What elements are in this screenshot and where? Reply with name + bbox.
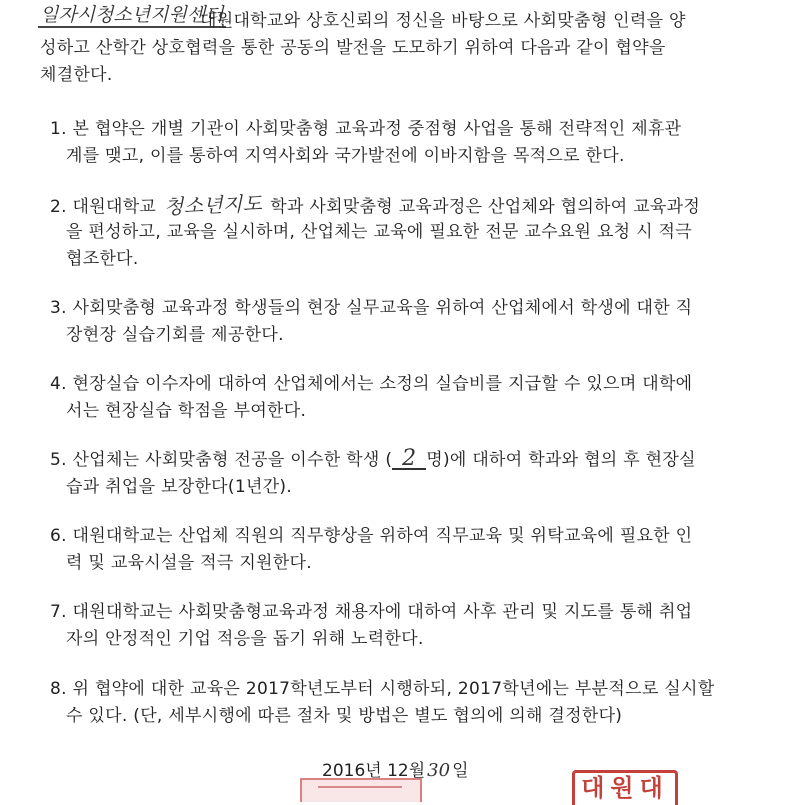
company-seal-stamp [300, 778, 422, 802]
clause-2-line-1 [50, 191, 701, 219]
clause-2-suffix: 학과 사회맞춤형 교육과정은 산업체와 협의하여 교육과정 [270, 197, 701, 217]
clause-7-line-1: 7. 대원대학교는 사회맞춤형교육과정 채용자에 대하여 사후 관리 및 지도를 통해 취업 [50, 602, 693, 622]
clause-1-line-1: 1. 본 협약은 개별 기관이 사회맞춤형 교육과정 중점형 사업을 통해 전략적인 제휴관 [50, 119, 682, 139]
company-seal-inner [318, 786, 402, 804]
clause-3-line-1: 3. 사회맞춤형 교육과정 학생들의 현장 실무교육을 위하여 산업체에서 학생에 대한 직 [50, 298, 693, 318]
clause-2-line-2: 을 편성하고, 교육을 실시하며, 산업체는 교육에 필요한 전문 교수요원 요청 시 적극 [66, 222, 692, 242]
date-day-suffix: 일 [452, 761, 469, 781]
date-year: 2016년 [322, 761, 382, 781]
handwritten-company-name: 일자시청소년지원센터 [40, 4, 224, 26]
handwritten-department: 청소년지도 [163, 191, 263, 219]
clause-8-line-1: 8. 위 협약에 대한 교육은 2017학년도부터 시행하되, 2017학년에는 부분적으로 실시할 [50, 679, 715, 699]
intro-line-1: 대원대학교와 상호신뢰의 정신을 바탕으로 사회맞춤형 인력을 양 [200, 11, 686, 31]
clause-8-line-2: 수 있다. (단, 세부시행에 따른 절차 및 방법은 별도 협의에 의해 결정한다) [66, 706, 623, 726]
clause-1-line-2: 계를 맺고, 이를 통하여 지역사회와 국가발전에 이바지함을 목적으로 한다. [66, 146, 625, 166]
clause-5-suffix: 명)에 대하여 학과와 협의 후 현장실 [426, 450, 696, 470]
clause-6-line-1: 6. 대원대학교는 산업체 직원의 직무향상을 위하여 직무교육 및 위탁교육에 필요한 인 [50, 526, 693, 546]
clause-6-line-2: 력 및 교육시설을 적극 지원한다. [66, 553, 312, 573]
date-month: 12월 [387, 761, 426, 781]
clause-4-line-2: 서는 현장실습 학점을 부여한다. [66, 401, 307, 421]
university-seal-text: 대원대 [581, 774, 669, 802]
intro-line-3: 체결한다. [40, 65, 113, 85]
clause-2-prefix: 2. 대원대학교 [50, 197, 157, 217]
clause-5-prefix: 5. 산업체는 사회맞춤형 전공을 이수한 학생 ( [50, 450, 393, 470]
clause-7-line-2: 자의 안정적인 기업 적응을 돕기 위해 노력한다. [66, 629, 424, 649]
clause-2-line-3: 협조한다. [66, 249, 139, 269]
clause-5-line-2: 습과 취업을 보장한다(1년간). [66, 477, 293, 497]
clause-3-line-2: 장현장 실습기회를 제공한다. [66, 325, 284, 345]
intro-line-2: 성하고 산학간 상호협력을 통한 공동의 발전을 도모하기 위하여 다음과 같이 협약을 [40, 38, 666, 58]
handwritten-student-count: 2 [392, 450, 426, 470]
clause-5-line-1 [50, 446, 696, 471]
clause-4-line-1: 4. 현장실습 이수자에 대하여 산업체에서는 소정의 실습비를 지급할 수 있으며 대학에 [50, 374, 693, 394]
handwritten-day: 30 [427, 760, 451, 781]
